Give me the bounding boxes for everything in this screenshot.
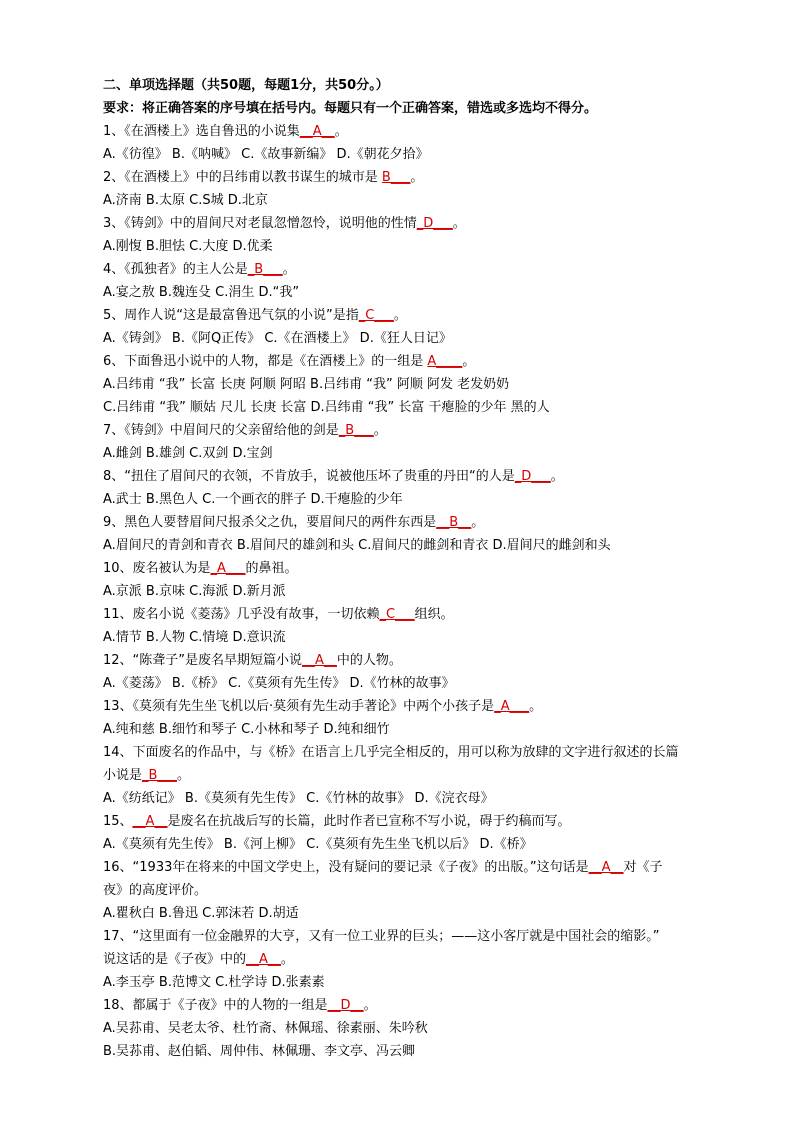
question-1: 1、《在酒楼上》选自鲁迅的小说集__A__。 bbox=[103, 124, 348, 139]
options-13: A.纯和慈 B.细竹和琴子 C.小林和琴子 D.纯和细竹 bbox=[103, 722, 390, 737]
options-6-ab: A.吕纬甫 “我” 长富 长庚 阿顺 阿昭 B.吕纬甫 “我” 阿顺 阿发 老发奶奶 bbox=[103, 377, 510, 392]
answer-1: __A__ bbox=[299, 124, 335, 139]
answer-11: _C___ bbox=[379, 607, 415, 622]
options-5: A.《铸剑》 B.《阿Q正传》 C.《在酒楼上》 D.《狂人日记》 bbox=[103, 331, 452, 346]
answer-14: _B___ bbox=[142, 768, 177, 783]
question-6: 6、下面鲁迅小说中的人物，都是《在酒楼上》的一组是 A____。 bbox=[103, 354, 476, 369]
question-12: 12、“陈聋子”是废名早期短篇小说__A__中的人物。 bbox=[103, 653, 402, 668]
options-7: A.雌剑 B.雄剑 C.双剑 D.宝剑 bbox=[103, 446, 273, 461]
answer-13: _A___ bbox=[494, 699, 530, 714]
options-1: A.《彷徨》 B.《呐喊》 C.《故事新编》 D.《朝花夕拾》 bbox=[103, 147, 429, 162]
section-title: 二、单项选择题（共50题，每题1分，共50分。） bbox=[103, 78, 389, 93]
answer-8: _D___ bbox=[514, 469, 551, 484]
options-6-cd: C.吕纬甫 “我” 顺姑 尺儿 长庚 长富 D.吕纬甫 “我” 长富 干瘪脸的少年 黑的人 bbox=[103, 400, 550, 415]
options-16: A.瞿秋白 B.鲁迅 C.郭沫若 D.胡适 bbox=[103, 906, 299, 921]
answer-17: __A__ bbox=[246, 952, 281, 967]
options-18-a: A.吴荪甫、吴老太爷、杜竹斋、林佩瑶、徐素丽、朱吟秋 bbox=[103, 1021, 428, 1036]
question-16-line-1: 16、“1933年在将来的中国文学史上，没有疑问的要记录《子夜》的出版。”这句话是__A__对《子 bbox=[103, 860, 663, 875]
question-7: 7、《铸剑》中眉间尺的父亲留给他的剑是_B___。 bbox=[103, 423, 387, 438]
options-18-b: B.吴荪甫、赵伯韬、周仲伟、林佩珊、李文亭、冯云卿 bbox=[103, 1044, 416, 1059]
question-18: 18、都属于《子夜》中的人物的一组是__D__。 bbox=[103, 998, 377, 1013]
question-5: 5、周作人说“这是最富鲁迅气氛的小说”是指_C___。 bbox=[103, 308, 407, 323]
answer-5: _C___ bbox=[358, 308, 394, 323]
options-15: A.《莫须有先生传》 B.《河上柳》 C.《莫须有先生坐飞机以后》 D.《桥》 bbox=[103, 837, 533, 852]
options-12: A.《菱荡》 B.《桥》 C.《莫须有先生传》 D.《竹林的故事》 bbox=[103, 676, 455, 691]
question-13: 13、《莫须有先生坐飞机以后·莫须有先生动手著论》中两个小孩子是_A___。 bbox=[103, 699, 543, 714]
options-14: A.《纺纸记》 B.《莫须有先生传》 C.《竹林的故事》 D.《浣衣母》 bbox=[103, 791, 494, 806]
question-10: 10、废名被认为是_A___的鼻祖。 bbox=[103, 561, 298, 576]
question-15: 15、__A__是废名在抗战后写的长篇，此时作者已宣称不写小说，碍于约稿而写。 bbox=[103, 814, 571, 829]
options-11: A.情节 B.人物 C.情境 D.意识流 bbox=[103, 630, 286, 645]
question-8: 8、“扭住了眉间尺的衣领，不肯放手，说被他压坏了贵重的丹田“的人是_D___。 bbox=[103, 469, 564, 484]
question-16-line-2: 夜》的高度评价。 bbox=[103, 883, 208, 898]
question-14-line-2: 小说是_B___。 bbox=[103, 768, 190, 783]
answer-6: A____ bbox=[427, 354, 463, 369]
answer-10: _A___ bbox=[210, 561, 246, 576]
answer-3: _D___ bbox=[416, 216, 453, 231]
options-10: A.京派 B.京味 C.海派 D.新月派 bbox=[103, 584, 286, 599]
options-3: A.刚愎 B.胆怯 C.大度 D.优柔 bbox=[103, 239, 273, 254]
question-4: 4、《孤独者》的主人公是_B___。 bbox=[103, 262, 296, 277]
answer-15: __A__ bbox=[132, 814, 168, 829]
question-17-line-1: 17、“这里面有一位金融界的大亨，又有一位工业界的巨头；——这小客厅就是中国社会的缩影。” bbox=[103, 929, 660, 944]
question-2: 2、《在酒楼上》中的吕纬甫以教书谋生的城市是 B___。 bbox=[103, 170, 424, 185]
options-2: A.济南 B.太原 C.S城 D.北京 bbox=[103, 193, 268, 208]
answer-16: __A__ bbox=[588, 860, 624, 875]
answer-12: __A__ bbox=[302, 653, 337, 668]
question-14-line-1: 14、下面废名的作品中，与《桥》在语言上几乎完全相反的，用可以称为放肆的文字进行叙述的长篇 bbox=[103, 745, 679, 760]
answer-4: _B___ bbox=[247, 262, 283, 277]
answer-7: _B___ bbox=[338, 423, 374, 438]
options-9: A.眉间尺的青剑和青衣 B.眉间尺的雄剑和头 C.眉间尺的雌剑和青衣 D.眉间尺的雌剑和头 bbox=[103, 538, 611, 553]
options-8: A.武士 B.黑色人 C.一个画衣的胖子 D.干瘪脸的少年 bbox=[103, 492, 403, 507]
requirement-text: 要求：将正确答案的序号填在括号内。每题只有一个正确答案，错选或多选均不得分。 bbox=[103, 101, 598, 116]
answer-9: __B__ bbox=[436, 515, 472, 530]
question-9: 9、黑色人要替眉间尺报杀父之仇，要眉间尺的两件东西是__B__。 bbox=[103, 515, 485, 530]
options-4: A.宴之敖 B.魏连殳 C.涓生 D.“我” bbox=[103, 285, 300, 300]
answer-18: __D__ bbox=[327, 998, 364, 1013]
question-11: 11、废名小说《菱荡》几乎没有故事，一切依赖_C___组织。 bbox=[103, 607, 454, 622]
question-3: 3、《铸剑》中的眉间尺对老鼠忽憎忽怜，说明他的性情_D___。 bbox=[103, 216, 466, 231]
question-17-line-2: 说这话的是《子夜》中的__A__。 bbox=[103, 952, 294, 967]
options-17: A.李玉亭 B.范博文 C.杜学诗 D.张素素 bbox=[103, 975, 325, 990]
answer-2: B___ bbox=[381, 170, 411, 185]
